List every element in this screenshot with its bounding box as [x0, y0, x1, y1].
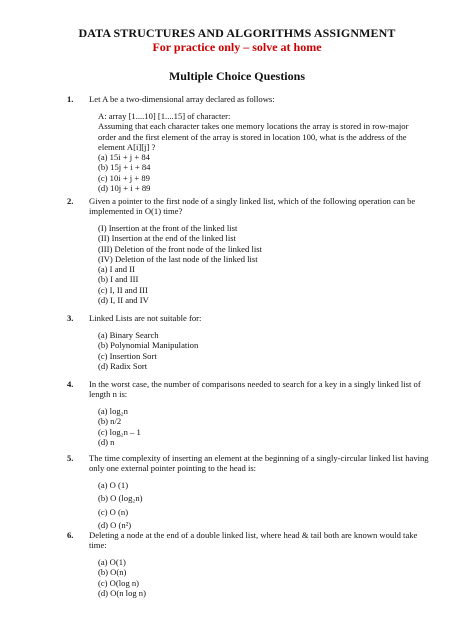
question-stem	[89, 530, 441, 551]
question-stem-line: Linked Lists are not suitable for:	[89, 313, 202, 323]
question-body-line: element A[i][j] ?	[98, 141, 156, 152]
question-number: 2.	[67, 196, 74, 206]
answer-option: (b) O (log₂n)	[98, 493, 143, 504]
question-stem	[89, 196, 441, 217]
answer-option: (c) O(log n)	[98, 577, 140, 588]
question-stem-line: length n is:	[89, 389, 128, 400]
answer-option: (a) log₂n	[98, 406, 128, 416]
question-stem	[89, 313, 441, 323]
question-stem-line: Given a pointer to the first node of a singly linked list, which of the following operation can be	[89, 196, 416, 206]
question-stem	[89, 94, 441, 104]
question-content	[98, 223, 438, 305]
question-content	[98, 330, 438, 371]
question-content	[98, 406, 438, 447]
question-stem-line: Let A be a two-dimensional array declared as follows:	[89, 94, 275, 104]
question-body-line: A: array [1....10] [1....15] of character:	[98, 111, 231, 121]
answer-option: (a) O (1)	[98, 480, 129, 490]
answer-option: (d) n	[98, 436, 115, 447]
question-stem	[89, 453, 441, 474]
answer-option: (d) Radix Sort	[98, 360, 148, 371]
answer-option: (d) O(n log n)	[98, 587, 146, 598]
answer-option: (c) log₂n – 1	[98, 426, 141, 437]
question-body-line: (II) Insertion at the end of the linked list	[98, 233, 236, 244]
answer-option: (b) I and III	[98, 274, 139, 285]
question-content	[98, 557, 438, 598]
answer-option: (d) I, II and IV	[98, 295, 149, 306]
question-body-line: order and the first element of the array is stored in location 100, what is the address of the	[98, 131, 407, 142]
answer-option: (b) O(n)	[98, 567, 127, 578]
answer-option: (a) 15i + j + 84	[98, 152, 150, 163]
question-number: 1.	[67, 94, 74, 104]
answer-option: (b) 15j + i + 84	[98, 162, 151, 173]
answer-option: (a) Binary Search	[98, 330, 159, 340]
question-body-line: (I) Insertion at the front of the linked list	[98, 223, 238, 233]
question-number: 6.	[67, 530, 74, 540]
page-title: DATA STRUCTURES AND ALGORITHMS ASSIGNMENT	[78, 26, 396, 40]
question-number: 4.	[67, 379, 74, 389]
question-content	[98, 111, 438, 193]
question-content	[98, 480, 438, 530]
page-subtitle: For practice only – solve at home	[152, 40, 322, 54]
answer-option: (b) Polynomial Manipulation	[98, 340, 199, 351]
question-stem-line: Deleting a node at the end of a double linked list, where head & tail both are known would take	[89, 530, 418, 540]
answer-option: (c) Insertion Sort	[98, 350, 157, 361]
answer-option: (d) O (n²)	[98, 519, 132, 530]
answer-option: (a) O(1)	[98, 557, 126, 567]
question-stem-line: only one external pointer pointing to the head is:	[89, 463, 257, 474]
question-body-line: (III) Deletion of the front node of the linked list	[98, 243, 262, 254]
answer-option: (b) n/2	[98, 416, 122, 427]
answer-option: (c) I, II and III	[98, 284, 148, 295]
answer-option: (c) 10i + j + 89	[98, 172, 150, 183]
question-body-line: Assuming that each character takes one memory locations the array is stored in row-major	[98, 121, 409, 132]
question-stem-line: implemented in O(1) time?	[89, 206, 183, 217]
answer-option: (c) O (n)	[98, 506, 129, 517]
answer-option: (a) I and II	[98, 264, 135, 275]
question-number: 5.	[67, 453, 74, 463]
question-stem-line: In the worst case, the number of comparisons needed to search for a key in a singly linked list of	[89, 379, 421, 389]
question-stem-line: time:	[89, 540, 107, 551]
section-heading: Multiple Choice Questions	[168, 69, 305, 83]
answer-option: (d) 10j + i + 89	[98, 183, 151, 194]
question-stem-line: The time complexity of inserting an element at the beginning of a singly-circular linked list having	[89, 453, 429, 463]
question-number: 3.	[67, 313, 74, 323]
question-stem	[89, 379, 441, 400]
question-body-line: (IV) Deletion of the last node of the linked list	[98, 253, 258, 264]
